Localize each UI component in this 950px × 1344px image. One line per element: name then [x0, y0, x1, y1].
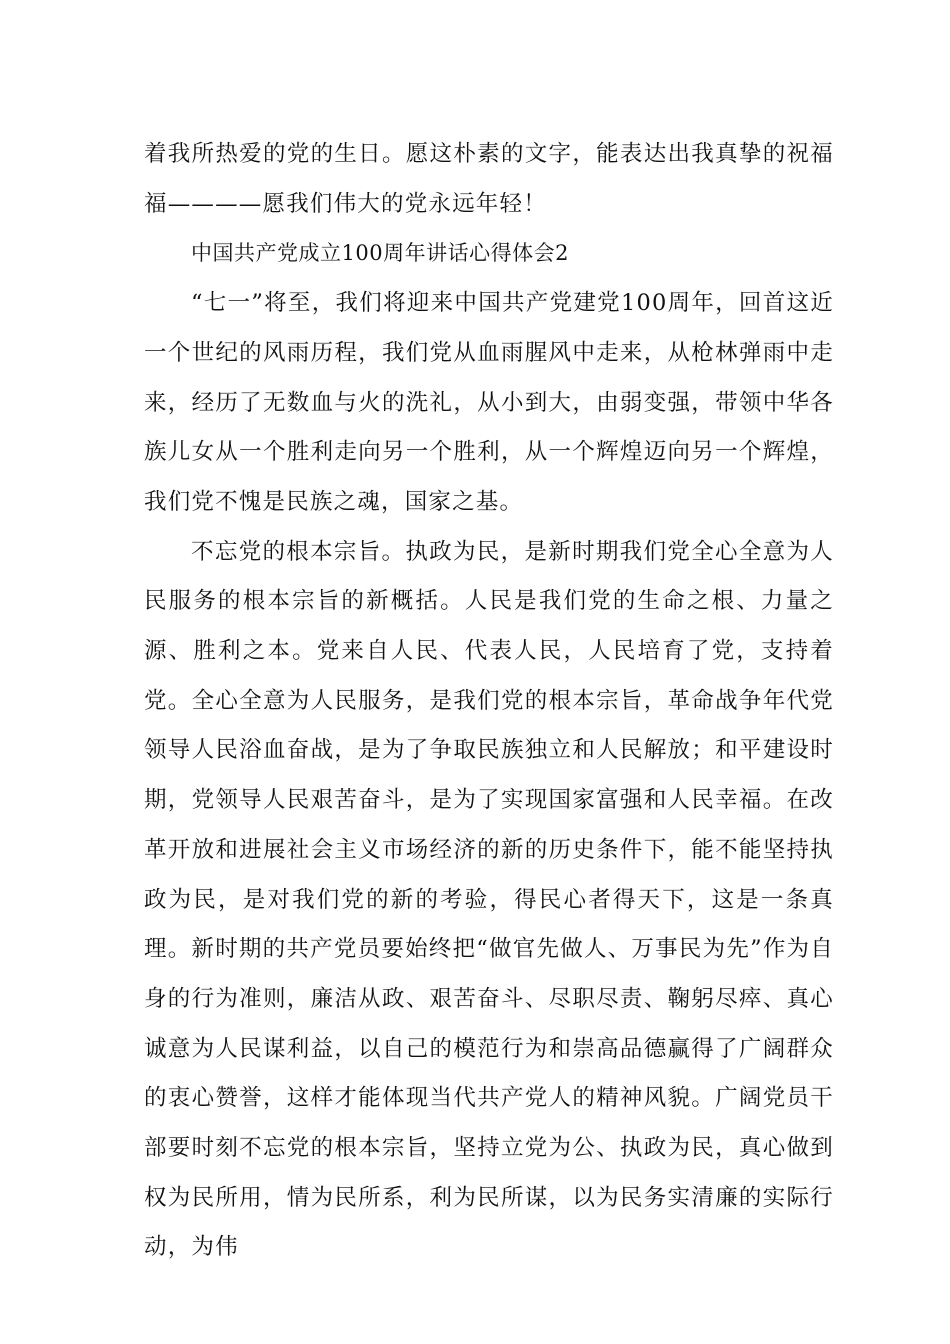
document-body: [144, 130, 834, 1273]
section-heading: 中国共产党成立100周年讲话心得体会2: [191, 241, 569, 266]
paragraph-intro: “七一”将至，我们将迎来中国共产党建党100周年，回首这近一个世纪的风雨历程，我们党从血雨腥风中走来，从枪林弹雨中走来，经历了无数血与火的洗礼，从小到大，由弱变强，带领中华各族儿女从一个胜利走向另一个胜利，从一个辉煌迈向另一个辉煌，我们党不愧是民族之魂，国家之基。: [144, 290, 834, 515]
paragraph-continuation: 着我所热爱的党的生日。愿这朴素的文字，能表达出我真挚的祝福福————愿我们伟大的党永远年轻！: [144, 141, 834, 217]
paragraph-purpose: 不忘党的根本宗旨。执政为民，是新时期我们党全心全意为人民服务的根本宗旨的新概括。人民是我们党的生命之根、力量之源、胜利之本。党来自人民、代表人民，人民培育了党，支持着党。全心全意为人民服务，是我们党的根本宗旨，革命战争年代党领导人民浴血奋战，是为了争取民族独立和人民解放；和平建设时期，党领导人民艰苦奋斗，是为了实现国家富强和人民幸福。在改革开放和进展社会主义市场经济的新的历史条件下，能不能坚持执政为民，是对我们党的新的考验，得民心者得天下，这是一条真理。新时期的共产党员要始终把“做官先做人、万事民为先”作为自身的行为准则，廉洁从政、艰苦奋斗、尽职尽责、鞠躬尽瘁、真心诚意为人民谋利益，以自己的模范行为和崇高品德赢得了广阔群众的衷心赞誉，这样才能体现当代共产党人的精神风貌。广阔党员干部要时刻不忘党的根本宗旨，坚持立党为公、执政为民，真心做到权为民所用，情为民所系，利为民所谋，以为民务实清廉的实际行动，为伟: [144, 538, 834, 1261]
